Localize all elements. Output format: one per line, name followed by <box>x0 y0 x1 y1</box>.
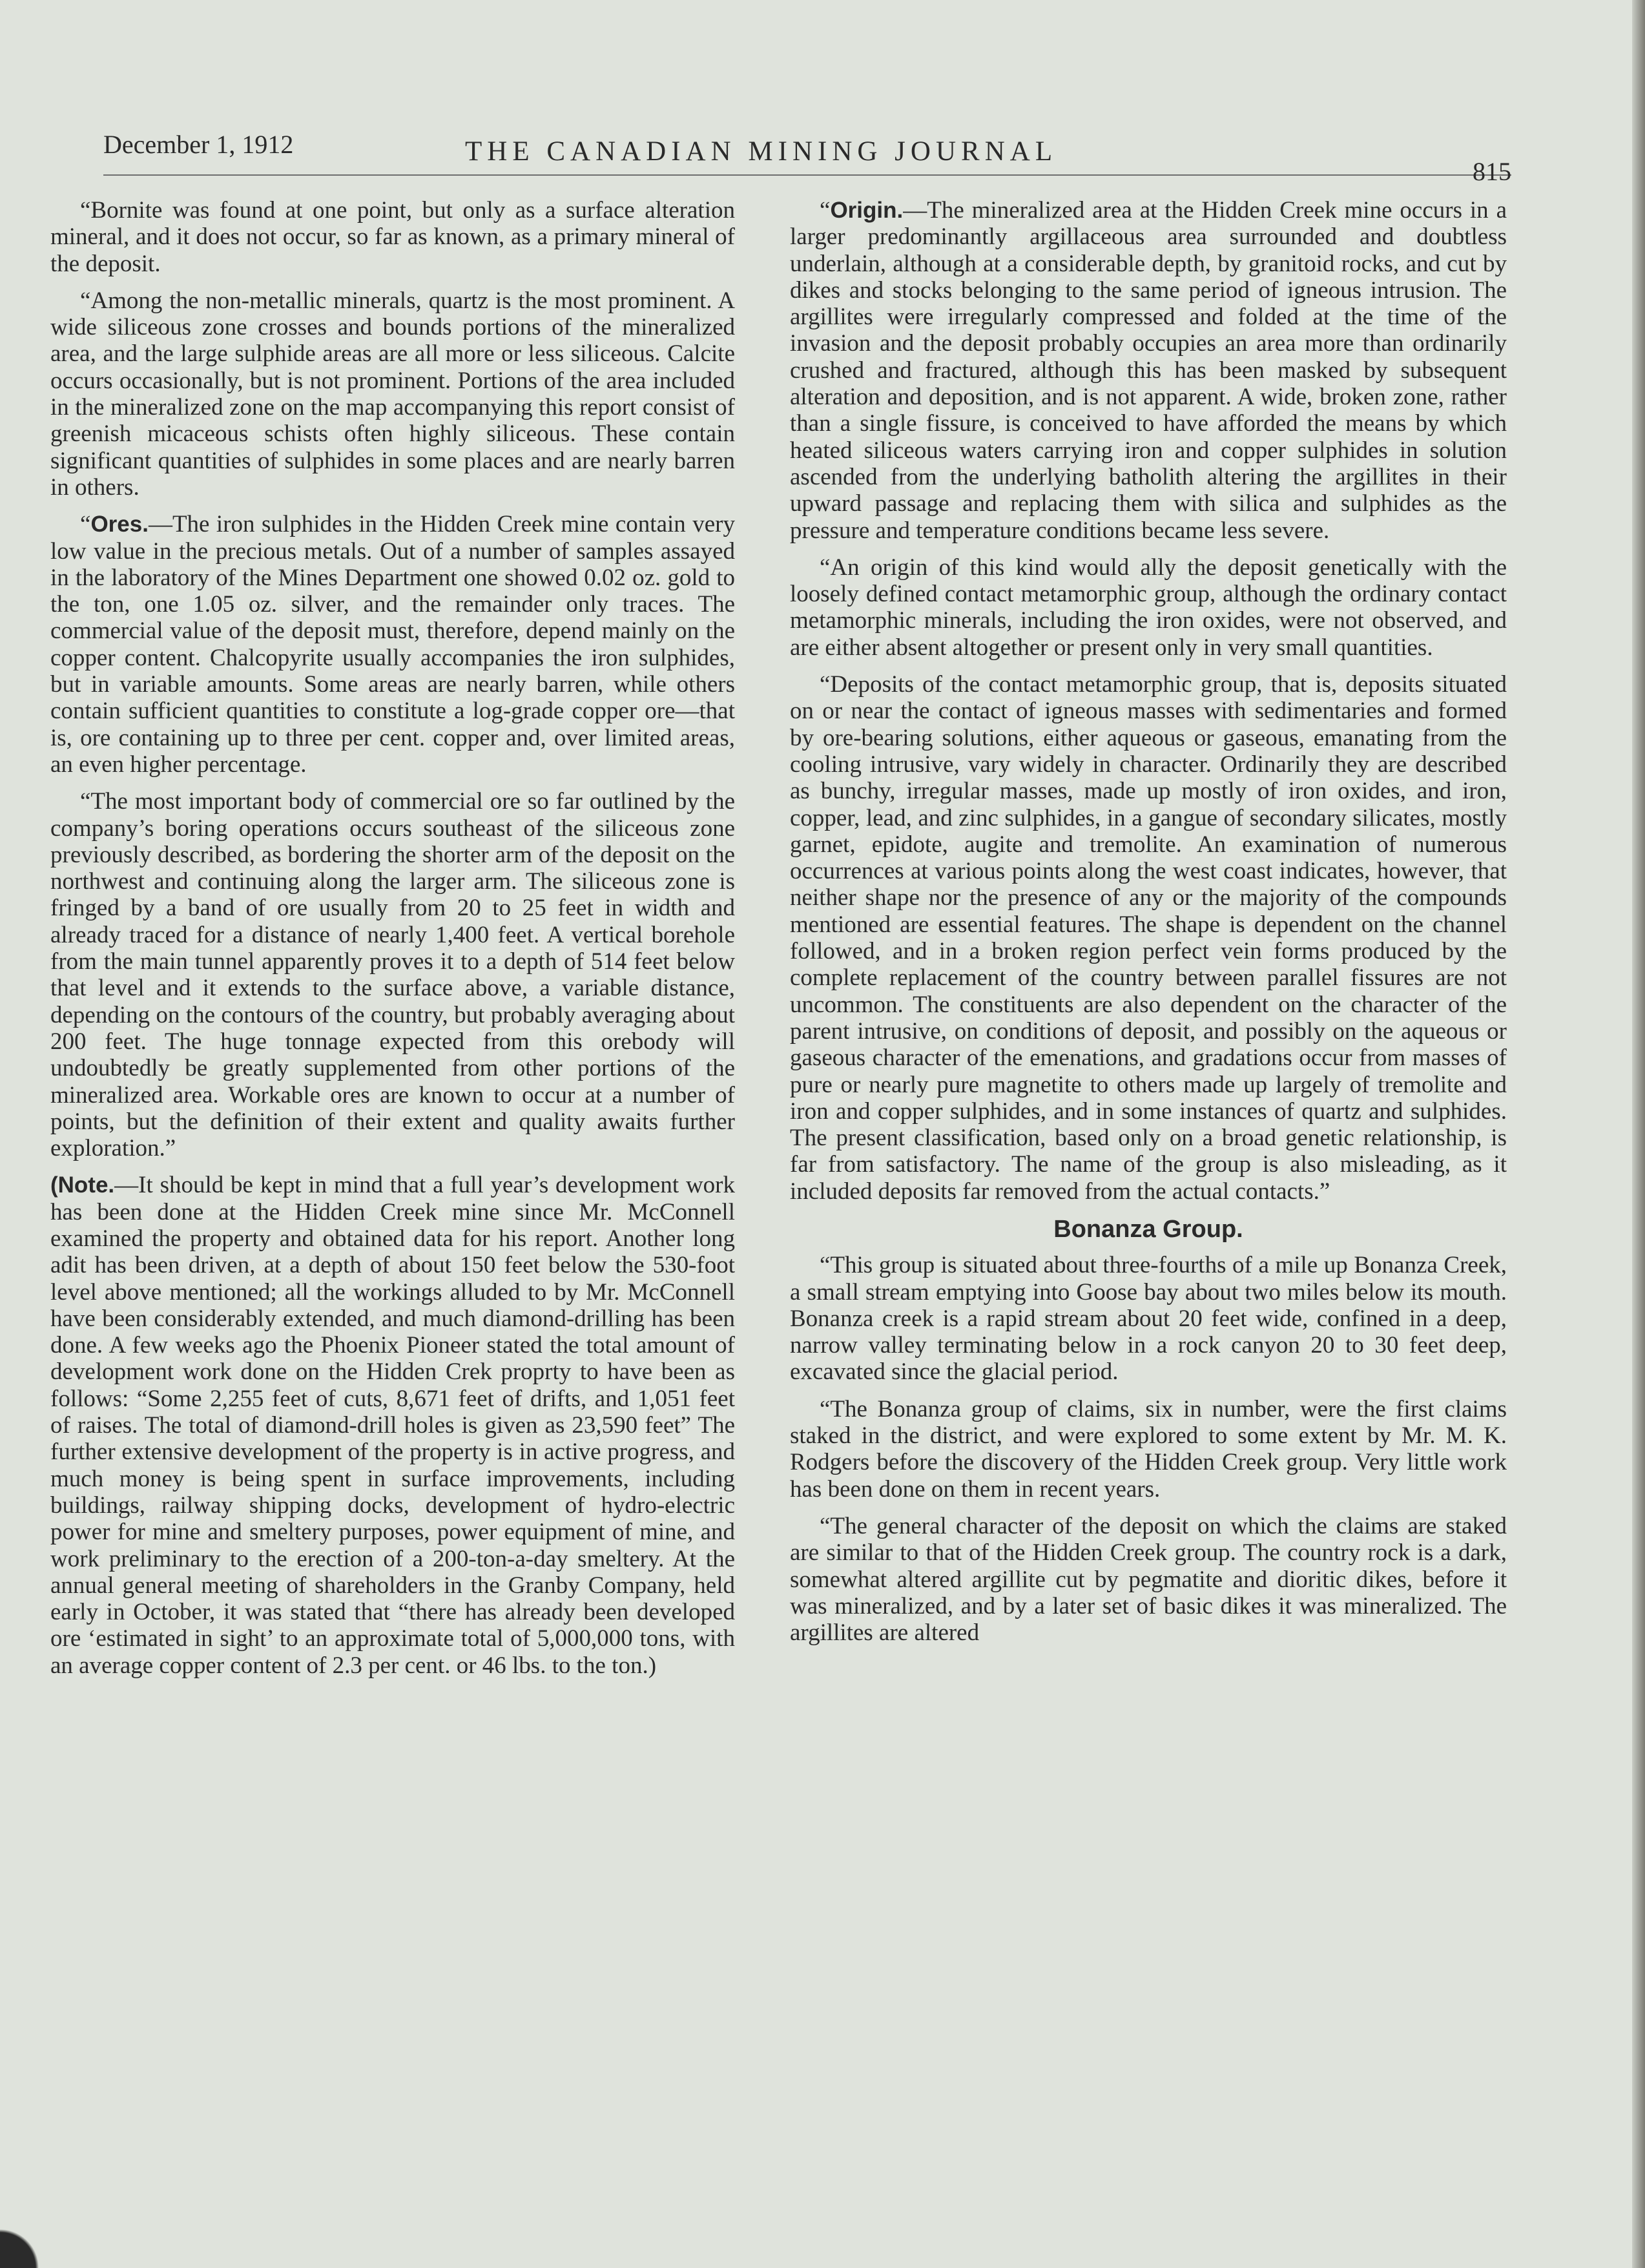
note-lead: (Note. <box>50 1172 115 1198</box>
page-corner-shadow <box>0 2223 78 2268</box>
paragraph-genetic-origin: “An origin of this kind would ally the deposit genetically with the loosely defined contact metamorphic group, although the ordinary contact metamorphic minerals, including the iron oxides, were not observed, and are either absent altogether or present only in very small quantities. <box>790 554 1507 661</box>
paragraph-ores <box>50 511 735 778</box>
issue-date: December 1, 1912 <box>103 130 294 159</box>
ores-body: —The iron sulphides in the Hidden Creek mine contain very low value in the precious metals. Out of a number of samples assayed in the laboratory of the Mines Department one showed 0.02 oz. gold to the ton, one 1.05 oz. silver, and the remainder only traces. The commercial value of the deposit must, therefore, depend mainly on the copper content. Chalcopyrite usually accompanies the iron sulphides, but in variable amounts. Some areas are nearly barren, while others contain sufficient quantities to constitute a log-grade copper ore—that is, ore containing up to three per cent. copper and, over limited areas, an even higher percentage. <box>50 511 735 778</box>
quote-mark: “ <box>80 511 91 538</box>
right-column <box>790 197 1507 1656</box>
paragraph-commercial-ore: “The most important body of commercial ore so far outlined by the company’s boring operations occurs southeast of the siliceous zone previously described, as bordering the shorter arm of the deposit on the northwest and continuing along the larger arm. The siliceous zone is fringed by a band of ore usually from 20 to 25 feet in width and already traced for a distance of nearly 1,400 feet. A vertical borehole from the main tunnel apparently proves it to a depth of 514 feet below that level and it extends to the surface above, a variable distance, depending on the contours of the country, but probably averaging about 200 feet. The huge tonnage expected from this orebody will undoubtedly be greatly supplemented from other portions of the mineralized area. Workable ores are known to occur at a number of points, but the definition of their extent and quality awaits further exploration.” <box>50 788 735 1162</box>
paragraph-bornite: “Bornite was found at one point, but only as a surface alteration mineral, and it does not occur, so far as known, as a primary mineral of the deposit. <box>50 197 735 277</box>
paragraph-non-metallic-minerals: “Among the non-metallic minerals, quartz is the most prominent. A wide siliceous zone crosses and bounds portions of the mineralized area, and the large sulphide areas are all more or less siliceous. Calcite occurs occasionally, but is not prominent. Portions of the area included in the mineralized zone on the map accompanying this report consist of greenish micaceous schists often highly siliceous. These contain significant quantities of sulphides in some places and are nearly barren in others. <box>50 287 735 501</box>
origin-body: —The mineralized area at the Hidden Creek mine occurs in a larger predominantly argillaceous area surrounded and doubtless underlain, although at a considerable depth, by granitoid rocks, and cut by dikes and stocks belonging to the same period of igneous intrusion. The argillites were irregularly compressed and folded at the time of the invasion and the deposit probably occupies an area more than ordinarily crushed and fractured, although this has been masked by subsequent alteration and deposition, and is not apparent. A wide, broken zone, rather than a single fissure, is conceived to have afforded the means by which heated siliceous waters carrying iron and copper sulphides in solution ascended from the underlying batholith altering the argillites in their upward passage and replacing them with silica and sulphides as the pressure and temperature conditions became less severe. <box>790 197 1507 544</box>
journal-title: THE CANADIAN MINING JOURNAL <box>465 136 1058 167</box>
page-number: 815 <box>1473 157 1511 186</box>
left-column <box>50 197 735 1689</box>
page-edge <box>1632 0 1645 2268</box>
section-heading-bonanza: Bonanza Group. <box>1053 1215 1243 1243</box>
paragraph-origin <box>790 197 1507 544</box>
origin-lead: Origin. <box>830 198 904 223</box>
paragraph-bonanza-deposit: “The general character of the deposit on which the claims are staked are similar to that of the Hidden Creek group. The country rock is a dark, somewhat altered argillite cut by pegmatite and dioritic dikes, before it was mineralized, and by a later set of basic dikes it was mineralized. The argillites are altered <box>790 1512 1507 1647</box>
running-header <box>103 123 1511 186</box>
note-body: —It should be kept in mind that a full year’s development work has been done at the Hidden Creek mine since Mr. McConnell examined the property and obtained data for his report. Another long adit has been driven, at a depth of about 150 feet below the 530-foot level above mentioned; all the workings alluded to by Mr. McConnell have been considerably extended, and much diamond-drilling has been done. A few weeks ago the Phoenix Pioneer stated the total amount of development work done on the Hidden Crek proprty to have been as follows: “Some 2,255 feet of cuts, 8,671 feet of drifts, and 1,051 feet of raises. The total of diamond-drill holes is given as 23,590 feet” The further extensive development of the property is in active progress, and much money is being spent in surface improvements, including buildings, railway shipping docks, development of hydro-electric power for mine and smeltery purposes, power equipment of mine, and work preliminary to the erection of a 200-ton-a-day smeltery. At the annual general meeting of shareholders in the Granby Company, held early in October, it was stated that “there has already been developed ore ‘estimated in sight’ to an approximate total of 5,000,000 tons, with an average copper content of 2.3 per cent. or 46 lbs. to the ton.) <box>50 1172 735 1679</box>
paragraph-bonanza-claims: “The Bonanza group of claims, six in number, were the first claims staked in the district, and were explored to some extent by Mr. M. K. Rodgers before the discovery of the Hidden Creek group. Very little work has been done on them in recent years. <box>790 1395 1507 1503</box>
paragraph-contact-metamorphic: “Deposits of the contact metamorphic group, that is, deposits situated on or near the contact of igneous masses with sedimentaries and formed by ore-bearing solutions, either aqueous or gaseous, emanating from the cooling intrusive, vary widely in character. Ordinarily they are described as bunchy, irregular masses, made up mostly of iron oxides, and iron, copper, lead, and zinc sulphides, in a gangue of secondary silicates, mostly garnet, epidote, augite and tremolite. An examination of numerous occurrences at various points along the west coast indicates, however, that neither shape nor the presence of any or the majority of the compounds mentioned are essential features. The shape is dependent on the channel followed, and in a broken region perfect vein forms produced by the complete replacement of the country between parallel fissures are not uncommon. The constituents are also dependent on the character of the parent intrusive, on conditions of deposit, and possibly on the aqueous or gaseous character of the emenations, and gradations occur from masses of pure or nearly pure magnetite to others made up largely of tremolite and iron and copper sulphides, and in some instances of quartz and sulphides. The present classification, based only on a broad genetic relationship, is far from satisfactory. The name of the group is also misleading, as it included deposits far removed from the actual contacts.” <box>790 671 1507 1205</box>
ores-lead: Ores. <box>90 512 149 537</box>
paragraph-note <box>50 1172 735 1679</box>
quote-mark: “ <box>820 197 831 224</box>
paragraph-bonanza-location: “This group is situated about three-fourths of a mile up Bonanza Creek, a small stream emptying into Goose bay about two miles below its mouth. Bonanza creek is a rapid stream about 20 feet wide, confined in a deep, narrow valley terminating below in a rock canyon 20 to 30 feet deep, excavated since the glacial period. <box>790 1252 1507 1386</box>
